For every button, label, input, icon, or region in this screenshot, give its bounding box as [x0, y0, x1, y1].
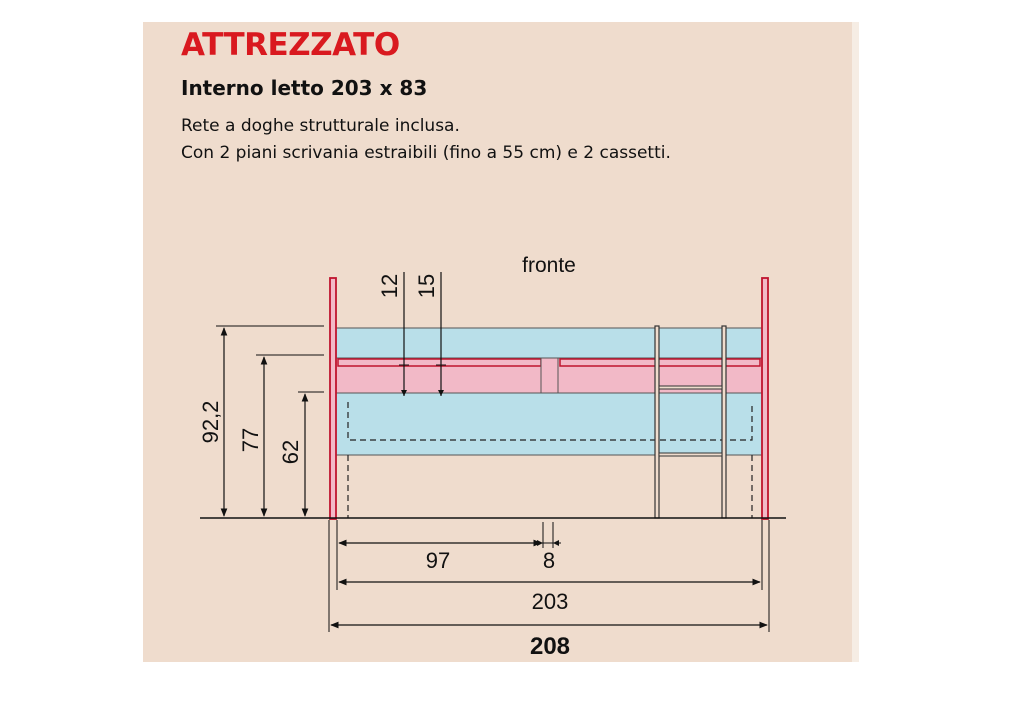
dim-label-15: 15	[414, 273, 439, 299]
dim-label-8: 8	[542, 548, 556, 573]
dim-label-208: 208	[529, 633, 571, 660]
frame-left	[330, 278, 336, 519]
ladder-rail-right	[722, 326, 726, 518]
ladder-rung-2	[659, 453, 722, 456]
view-label: fronte	[522, 254, 576, 277]
upper-mattress	[336, 328, 762, 358]
dim-label-77: 77	[238, 427, 263, 453]
ladder-rail-left	[655, 326, 659, 518]
description-line-2: Con 2 piani scrivania estraibili (fino a 55 cm) e 2 cassetti.	[181, 143, 671, 163]
arrow-8-left	[537, 540, 543, 546]
lower-storage-box	[336, 393, 762, 455]
product-title: ATTREZZATO	[181, 27, 400, 63]
dim-label-92: 92,2	[198, 400, 223, 444]
arrow-8-right	[553, 540, 559, 546]
dim-label-203: 203	[531, 589, 569, 614]
dim-label-62: 62	[278, 439, 303, 465]
product-subtitle: Interno letto 203 x 83	[181, 76, 428, 100]
center-support	[541, 358, 558, 393]
dim-label-12: 12	[377, 273, 402, 299]
ladder-rung-1	[659, 386, 722, 389]
dim-label-97: 97	[425, 548, 451, 573]
slat-top-band-right	[560, 359, 760, 366]
frame-right	[762, 278, 768, 519]
description-line-1: Rete a doghe strutturale inclusa.	[181, 116, 460, 136]
